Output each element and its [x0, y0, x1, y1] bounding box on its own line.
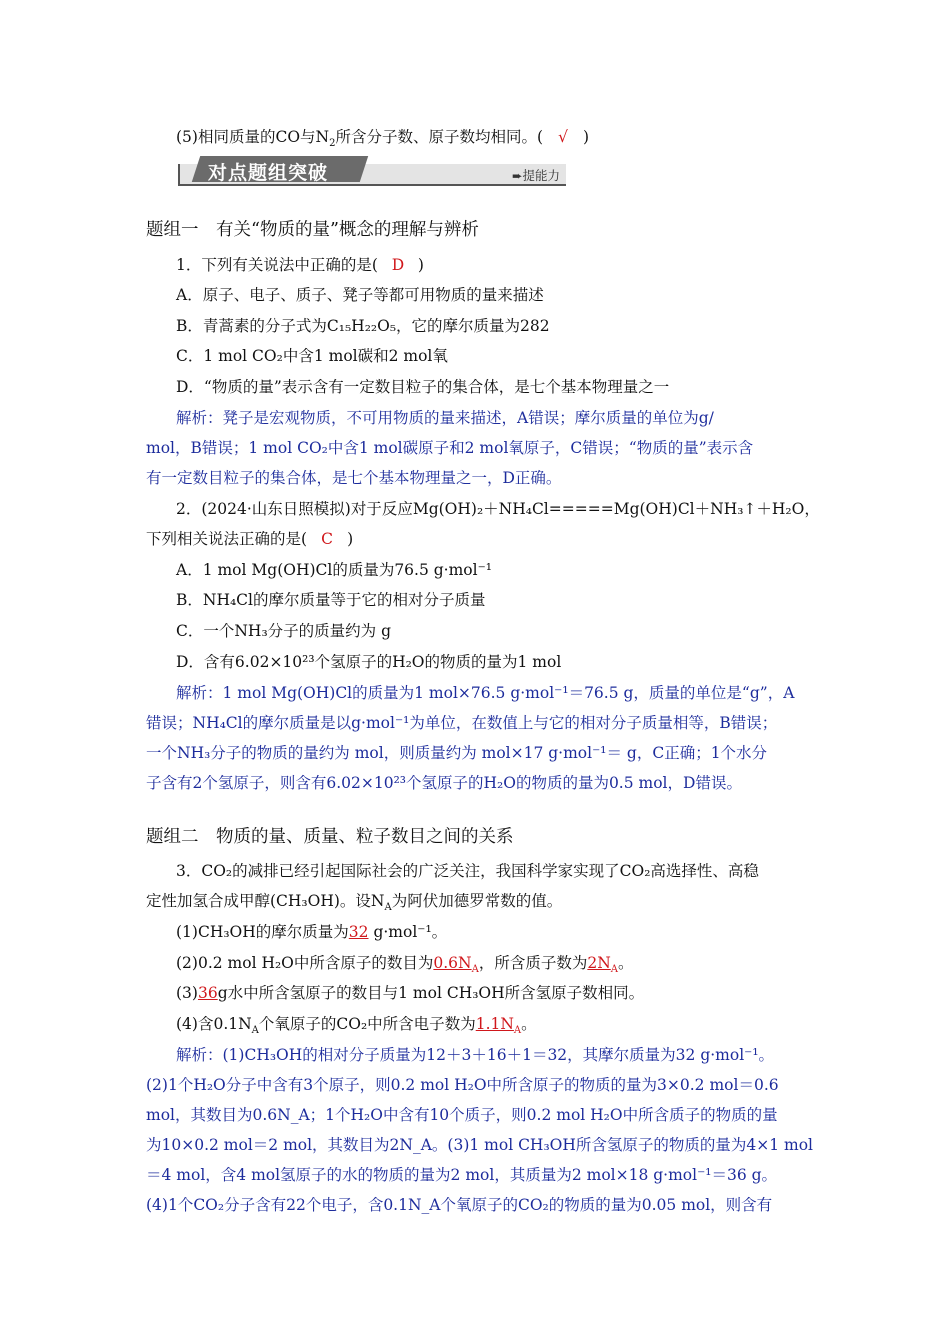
- q3-explanation-5: ＝4 mol，含4 mol氢原子的水的物质的量为2 mol，其质量为2 mol×18 g·mol⁻¹＝36 g。: [146, 1166, 778, 1184]
- q1-option-b: B．青蒿素的分子式为C₁₅H₂₂O₅，它的摩尔质量为282: [176, 317, 550, 335]
- q2-explanation-1: 解析：1 mol Mg(OH)Cl的质量为1 mol×76.5 g·mol⁻¹＝76.5 g，质量的单位是“g”，A: [176, 684, 795, 702]
- q5-answer: √: [558, 128, 568, 146]
- q2-option-d: D．含有6.02×10²³个氢原子的H₂O的物质的量为1 mol: [176, 653, 562, 671]
- q1-option-c: C．1 mol CO₂中含1 mol碳和2 mol氧: [176, 347, 448, 365]
- q2-answer: C: [321, 530, 333, 548]
- q5-line: (5)相同质量的CO与$N_2$所含分子数、原子数均相同。( √ ): [176, 128, 590, 150]
- q3-answer-4: $1.1N_A$: [475, 1015, 522, 1037]
- q1-explanation-3: 有一定数目粒子的集合体，是七个基本物理量之一，D正确。: [146, 469, 562, 487]
- section-banner: [178, 156, 566, 186]
- q3-answer-2b: $2N_A$: [587, 954, 619, 976]
- banner-right-label: ➨提能力: [512, 168, 560, 183]
- q3-explanation-1: 解析：(1)CH₃OH的相对分子质量为12＋3＋16＋1＝32，其摩尔质量为32 g·mol⁻¹。: [176, 1046, 775, 1064]
- q3-answer-1: 32: [348, 923, 369, 941]
- q2-option-a: A．1 mol Mg(OH)Cl的质量为76.5 g·mol⁻¹: [176, 561, 492, 579]
- q3-explanation-4: 为10×0.2 mol＝2 mol，其数目为2N_A。(3)1 mol CH₃OH所含氢原子的物质的量为4×1 mol: [146, 1136, 814, 1154]
- q3-answer-2a: $0.6N_A$: [433, 954, 479, 976]
- q1-option-a: A．原子、电子、质子、凳子等都可用物质的量来描述: [176, 286, 544, 304]
- q2-explanation-3: 一个NH₃分子的物质的量约为 mol，则质量约为 mol×17 g·mol⁻¹＝ g，C正确；1个水分: [146, 744, 768, 762]
- q1-explanation-1: 解析：凳子是宏观物质，不可用物质的量来描述，A错误；摩尔质量的单位为g/: [176, 409, 714, 427]
- q3-part-3: (3)36g水中所含氢原子的数目与1 mol CH₃OH所含氢原子数相同。: [176, 984, 645, 1002]
- q2-option-b: B．NH₄Cl的摩尔质量等于它的相对分子质量: [176, 591, 486, 609]
- q3-part-4: (4)含$0.1N_A$个氧原子的CO₂中所含电子数为$1.1N_A$。: [176, 1015, 537, 1037]
- q1-option-d: D．“物质的量”表示含有一定数目粒子的集合体，是七个基本物理量之一: [176, 378, 670, 396]
- q1-answer: D: [391, 256, 405, 274]
- q3-stem-1: 3．CO₂的减排已经引起国际社会的广泛关注，我国科学家实现了CO₂高选择性、高稳: [176, 862, 759, 880]
- group1-title: 题组一 有关“物质的量”概念的理解与辨析: [146, 220, 479, 240]
- q2-option-c: C．一个NH₃分子的质量约为 g: [176, 622, 392, 640]
- q3-part-1: (1)CH₃OH的摩尔质量为32 g·mol⁻¹。: [176, 923, 448, 941]
- q3-explanation-6: (4)1个CO₂分子含有22个电子，含0.1N_A个氧原子的CO₂的物质的量为0.05 mol，则含有: [146, 1196, 773, 1214]
- q1-stem: 1．下列有关说法中正确的是( D ): [176, 256, 424, 274]
- q1-explanation-2: mol，B错误；1 mol CO₂中含1 mol碳原子和2 mol氧原子，C错误；“物质的量”表示含: [146, 439, 754, 457]
- q2-explanation-4: 子含有2个氢原子，则含有6.02×10²³个氢原子的H₂O的物质的量为0.5 mol，D错误。: [146, 774, 742, 792]
- q2-stem-2: 下列相关说法正确的是( C ): [146, 530, 354, 548]
- q3-part-2: (2)0.2 mol H₂O中所含原子的数目为$0.6N_A$，所含质子数为$2N_A$。: [176, 954, 634, 976]
- group2-title: 题组二 物质的量、质量、粒子数目之间的关系: [146, 827, 514, 847]
- banner-title: 对点题组突破: [208, 162, 329, 184]
- q2-stem-1: 2．(2024·山东日照模拟)对于反应Mg(OH)₂＋NH₄Cl=====Mg(OH)Cl＋NH₃↑＋H₂O，: [176, 500, 820, 518]
- q3-explanation-2: (2)1个H₂O分子中含有3个原子，则0.2 mol H₂O中所含原子的物质的量为3×0.2 mol＝0.6: [146, 1076, 779, 1094]
- q3-stem-2: 定性加氢合成甲醇(CH₃OH)。设$N_A$为阿伏加德罗常数的值。: [146, 892, 563, 914]
- q2-explanation-2: 错误；NH₄Cl的摩尔质量是以g·mol⁻¹为单位，在数值上与它的相对分子质量相等，B错误；: [146, 714, 778, 732]
- q3-answer-3: 36: [197, 984, 218, 1002]
- arrow-icon: ➨: [512, 168, 523, 183]
- q3-explanation-3: mol，其数目为0.6N_A；1个H₂O中含有10个质子，则0.2 mol H₂O中所含质子的物质的量: [146, 1106, 778, 1124]
